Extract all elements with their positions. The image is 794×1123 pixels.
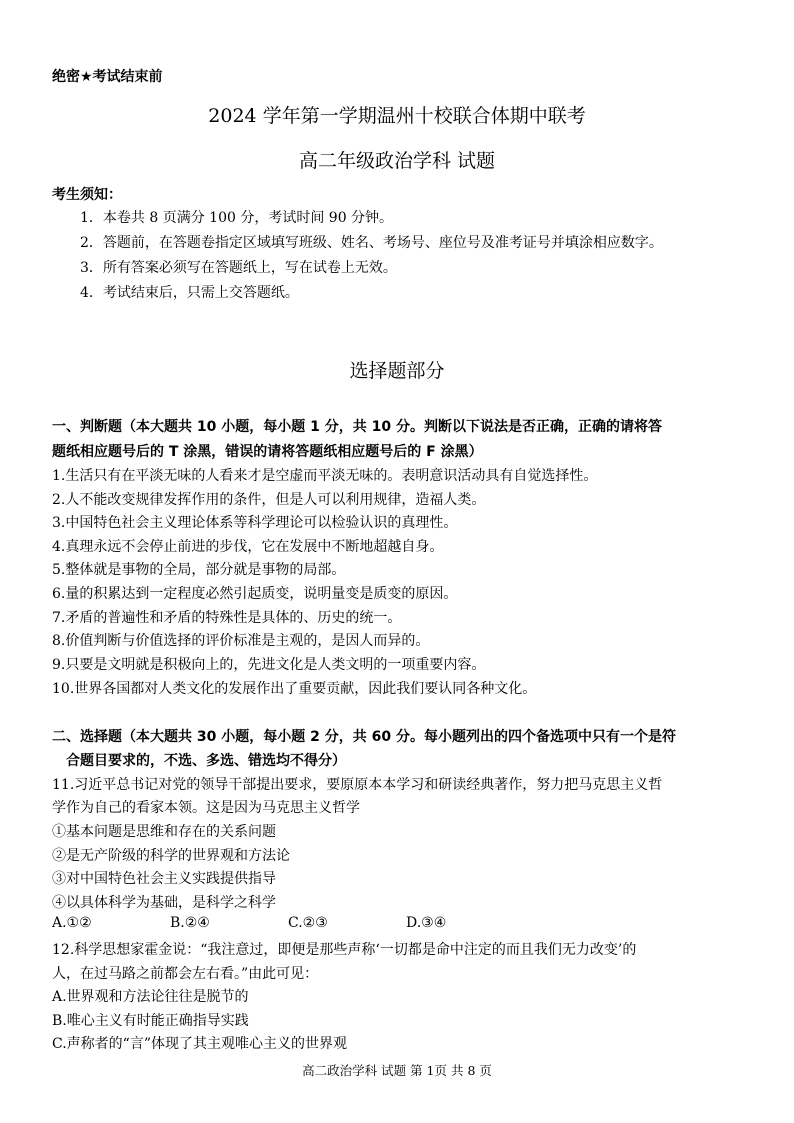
q12-option-c[interactable]: C.声称者的“言”体现了其主观唯心主义的世界观 xyxy=(52,1036,347,1052)
section-title: 选择题部分 xyxy=(349,360,445,382)
part1-heading-line2: 题纸相应题号后的 T 涂黑，错误的请将答题纸相应题号后的 F 涂黑） xyxy=(52,444,483,460)
q11-statement-2: ②是无产阶级的科学的世界观和方法论 xyxy=(52,848,290,864)
subject-title: 高二年级政治学科 试题 xyxy=(298,150,496,172)
judge-question-10: 10.世界各国都对人类文化的发展作出了重要贡献，因此我们要认同各种文化。 xyxy=(52,681,537,697)
q12-option-b[interactable]: B.唯心主义有时能正确指导实践 xyxy=(52,1013,249,1029)
notice-item: 2．答题前，在答题卷指定区域填写班级、姓名、考场号、座位号及准考证号并填涂相应数字。 xyxy=(80,235,663,251)
part1-heading-line1: 一、判断题（本大题共 10 小题，每小题 1 分，共 10 分。判断以下说法是否正确，正确的请将答 xyxy=(52,419,662,435)
q11-option-b[interactable]: B.②④ xyxy=(170,915,210,931)
q11-stem-line2: 学作为自己的看家本领。这是因为马克思主义哲学 xyxy=(52,800,360,816)
q11-options xyxy=(52,915,652,931)
judge-question-8: 8.价值判断与价值选择的评价标准是主观的，是因人而异的。 xyxy=(52,633,430,649)
q12-stem-line1: 12.科学思想家霍金说：“我注意过，即便是那些声称‘一切都是命中注定的而且我们无力改变’的 xyxy=(52,942,637,958)
page-footer: 高二政治学科 试题 第 1页 共 8 页 xyxy=(302,1063,492,1078)
judge-question-1: 1.生活只有在平淡无味的人看来才是空虚而平淡无味的。表明意识活动具有自觉选择性。 xyxy=(52,468,598,484)
q11-statement-4: ④以具体科学为基础，是科学之科学 xyxy=(52,895,276,911)
judge-question-3: 3.中国特色社会主义理论体系等科学理论可以检验认识的真理性。 xyxy=(52,515,458,531)
q11-option-d[interactable]: D.③④ xyxy=(406,915,447,931)
exam-title: 2024 学年第一学期温州十校联合体期中联考 xyxy=(208,105,586,127)
judge-question-6: 6.量的积累达到一定程度必然引起质变，说明量变是质变的原因。 xyxy=(52,586,458,602)
judge-question-4: 4.真理永远不会停止前进的步伐，它在发展中不断地超越自身。 xyxy=(52,539,444,555)
q12-option-a[interactable]: A.世界观和方法论往往是脱节的 xyxy=(52,989,249,1005)
judge-question-7: 7.矛盾的普遍性和矛盾的特殊性是具体的、历史的统一。 xyxy=(52,610,402,626)
judge-question-9: 9.只要是文明就是积极向上的，先进文化是人类文明的一项重要内容。 xyxy=(52,657,486,673)
q11-statement-3: ③对中国特色社会主义实践提供指导 xyxy=(52,871,276,887)
q11-statement-1: ①基本问题是思维和存在的关系问题 xyxy=(52,824,276,840)
secret-mark: 绝密★考试结束前 xyxy=(52,69,163,85)
q11-option-a[interactable]: A.①② xyxy=(52,915,92,931)
notice-item: 1．本卷共 8 页满分 100 分，考试时间 90 分钟。 xyxy=(80,210,394,226)
part2-heading-line2: 合题目要求的，不选、多选、错选均不得分） xyxy=(66,753,346,769)
q12-stem-line2: 人，在过马路之前都会左右看。”由此可见： xyxy=(52,966,319,982)
judge-question-2: 2.人不能改变规律发挥作用的条件，但是人可以利用规律，造福人类。 xyxy=(52,492,486,508)
notice-item: 4．考试结束后，只需上交答题纸。 xyxy=(80,285,299,301)
q11-option-c[interactable]: C.②③ xyxy=(288,915,328,931)
judge-question-5: 5.整体就是事物的全局，部分就是事物的局部。 xyxy=(52,562,346,578)
notice-item: 3．所有答案必须写在答题纸上，写在试卷上无效。 xyxy=(80,260,397,276)
q11-stem-line1: 11.习近平总书记对党的领导干部提出要求，要原原本本学习和研读经典著作，努力把马克思主义哲 xyxy=(52,777,663,793)
part2-heading-line1: 二、选择题（本大题共 30 小题，每小题 2 分，共 60 分。每小题列出的四个备选项中只有一个是符 xyxy=(52,729,676,745)
notice-heading: 考生须知： xyxy=(52,187,122,203)
